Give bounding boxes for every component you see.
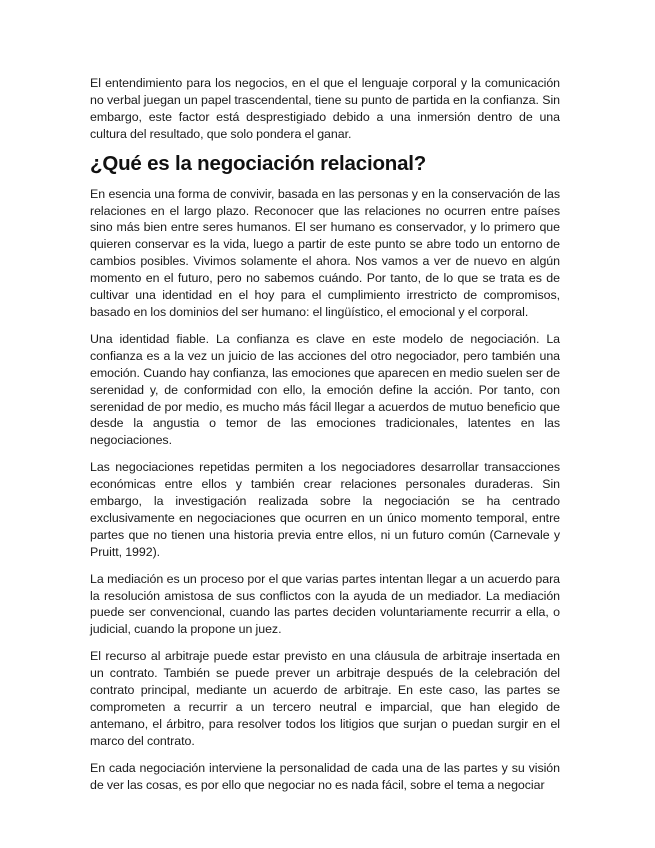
body-paragraph-3: Las negociaciones repetidas permiten a los negociadores desarrollar transacciones económicas entre ellos y también crear relaciones personales duraderas. Sin embargo, la investigación realizada sobre la negociación se ha centrado exclusivamente en negociaciones que ocurren en un único momento temporal, entre partes que no tienen una historia previa entre ellos, ni un futuro común (Carnevale y Pruitt, 1992). <box>90 460 560 559</box>
section-heading: ¿Qué es la negociación relacional? <box>90 151 427 175</box>
body-paragraph-4: La mediación es un proceso por el que varias partes intentan llegar a un acuerdo para la resolución amistosa de sus conflictos con la ayuda de un mediador. La mediación puede ser convencional, cuando las partes deciden voluntariamente recurrir a ella, o judicial, cuando la propone un juez. <box>90 571 560 637</box>
body-paragraph-2: Una identidad fiable. La confianza es clave en este modelo de negociación. La confianza es a la vez un juicio de las acciones del otro negociador, pero también una emoción. Cuando hay confianza, las emociones que aparecen en medio suelen ser de serenidad y, de conformidad con ello, la emoción define la acción. Por tanto, con serenidad de por medio, es mucho más fácil llegar a acuerdos de mutuo beneficio que desde la angustia o temor de las emociones tradicionales, latentes en las negociaciones. <box>90 331 560 448</box>
document-page <box>90 75 560 804</box>
body-paragraph-1: En esencia una forma de convivir, basada en las personas y en la conservación de las relaciones en el largo plazo. Reconocer que las relaciones no ocurren entre países sino más bien entre seres humanos. El ser humano es conservador, y lo primero que quieren conservar es la vida, luego a partir de este punto se abre todo un entorno de cambios posibles. Vivimos solamente el ahora. Nos vamos a ver de nuevo en algún momento en el futuro, pero no sabemos cuándo. Por tanto, de lo que se trata es de cultivar una identidad en el hoy para el cumplimiento irrestricto de compromisos, basado en los dominios del ser humano: el lingüístico, el emocional y el corporal. <box>90 186 560 319</box>
body-paragraph-6: En cada negociación interviene la personalidad de cada una de las partes y su visión de ver las cosas, es por ello que negociar no es nada fácil, sobre el tema a negociar <box>90 760 560 792</box>
intro-paragraph: El entendimiento para los negocios, en el que el lenguaje corporal y la comunicación no verbal juegan un papel trascendental, tiene su punto de partida en la confianza. Sin embargo, este factor está desprestigiado debido a una inmersión dentro de una cultura del resultado, que solo pondera el ganar. <box>90 76 560 141</box>
body-paragraph-5: El recurso al arbitraje puede estar previsto en una cláusula de arbitraje insertada en un contrato. También se puede prever un arbitraje después de la celebración del contrato principal, mediante un acuerdo de arbitraje. En este caso, las partes se comprometen a recurrir a un tercero neutral e imparcial, que han elegido de antemano, el árbitro, para resolver todos los litigios que surjan o puedan surgir en el marco del contrato. <box>90 649 560 748</box>
